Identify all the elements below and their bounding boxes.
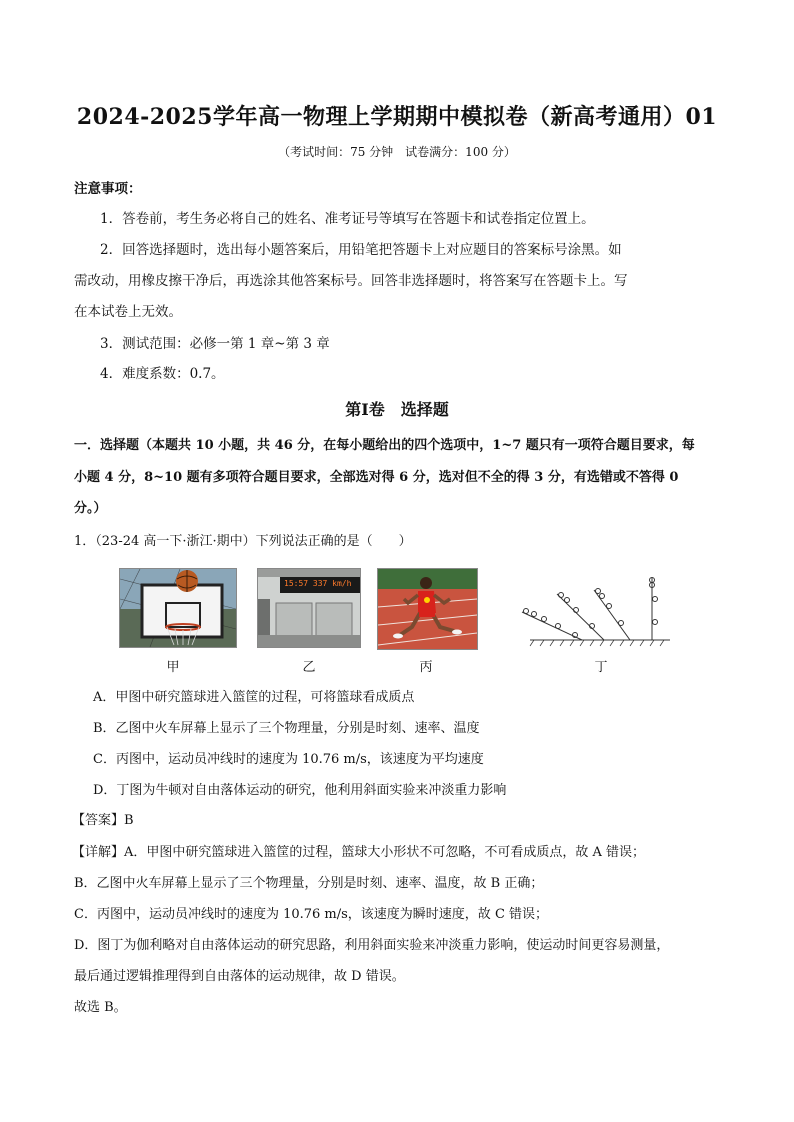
figure-ding-inclines bbox=[512, 572, 674, 650]
train-display-text: 15:57 337 km/h bbox=[284, 579, 352, 588]
explanation-line-2: B．乙图中火车屏幕上显示了三个物理量，分别是时刻、速率、温度，故 B 正确； bbox=[74, 876, 544, 891]
explanation-line-3: C．丙图中，运动员冲线时的速度为 10.76 m/s，该速度为瞬时速度，故 C 错误； bbox=[74, 907, 549, 922]
explanation-line-6: 故选 B。 bbox=[74, 1000, 127, 1015]
notice-item-2-line-2: 需改动，用橡皮擦干净后，再选涂其他答案标号。回答非选择题时，将答案写在答题卡上。写 bbox=[74, 273, 628, 289]
section-intro-line-2: 小题 4 分，8~10 题有多项符合题目要求，全部选对得 6 分，选对但不全的得 3 分，有选错或不答得 0 bbox=[74, 470, 679, 485]
figure-label-jia: 甲 bbox=[166, 660, 180, 675]
notice-item-2-line-1: 2．回答选择题时，选出每小题答案后，用铅笔把答题卡上对应题目的答案标号涂黑。如 bbox=[100, 242, 622, 258]
notice-item-1: 1．答卷前，考生务必将自己的姓名、准考证号等填写在答题卡和试卷指定位置上。 bbox=[100, 211, 595, 227]
option-c: C．丙图中，运动员冲线时的速度为 10.76 m/s，该速度为平均速度 bbox=[93, 752, 484, 767]
section-title: 第Ⅰ卷 选择题 bbox=[345, 400, 449, 419]
notice-item-2-line-3: 在本试卷上无效。 bbox=[74, 304, 182, 320]
option-b: B．乙图中火车屏幕上显示了三个物理量，分别是时刻、速率、温度 bbox=[93, 721, 480, 736]
figure-label-ding: 丁 bbox=[594, 660, 608, 675]
figure-yi-train-display bbox=[257, 568, 361, 648]
figure-jia-basketball bbox=[119, 568, 237, 648]
question-stem: 1．（23-24 高一下·浙江·期中）下列说法正确的是（ ） bbox=[74, 534, 412, 549]
exam-title: 2024-2025学年高一物理上学期期中模拟卷（新高考通用）01 bbox=[76, 104, 718, 130]
explanation-line-1: 【详解】A．甲图中研究篮球进入篮筐的过程，篮球大小形状不可忽略，不可看成质点，故 A 错误； bbox=[72, 845, 646, 860]
option-d: D．丁图为牛顿对自由落体运动的研究，他利用斜面实验来冲淡重力影响 bbox=[93, 783, 507, 798]
section-intro-line-3: 分。） bbox=[74, 501, 107, 516]
notice-item-3: 3．测试范围：必修一第 1 章~第 3 章 bbox=[100, 336, 330, 352]
figure-label-bing: 丙 bbox=[419, 660, 433, 675]
explanation-line-5: 最后通过逻辑推理得到自由落体的运动规律，故 D 错误。 bbox=[74, 969, 405, 984]
figure-label-yi: 乙 bbox=[302, 660, 316, 675]
notice-heading: 注意事项： bbox=[74, 181, 142, 197]
answer-line: 【答案】B bbox=[72, 813, 134, 828]
notice-item-4: 4．难度系数：0.7。 bbox=[100, 366, 225, 382]
explanation-line-4: D．图丁为伽利略对自由落体运动的研究思路，利用斜面实验来冲淡重力影响，使运动时间更容易测量， bbox=[74, 938, 670, 953]
figure-bing-sprinter bbox=[377, 568, 478, 650]
option-a: A．甲图中研究篮球进入篮筐的过程，可将篮球看成质点 bbox=[93, 690, 415, 705]
exam-subtitle: （考试时间：75 分钟 试卷满分：100 分） bbox=[278, 145, 516, 159]
section-intro-line-1: 一．选择题（本题共 10 小题，共 46 分，在每小题给出的四个选项中，1~7 题只有一项符合题目要求，每 bbox=[74, 438, 695, 453]
